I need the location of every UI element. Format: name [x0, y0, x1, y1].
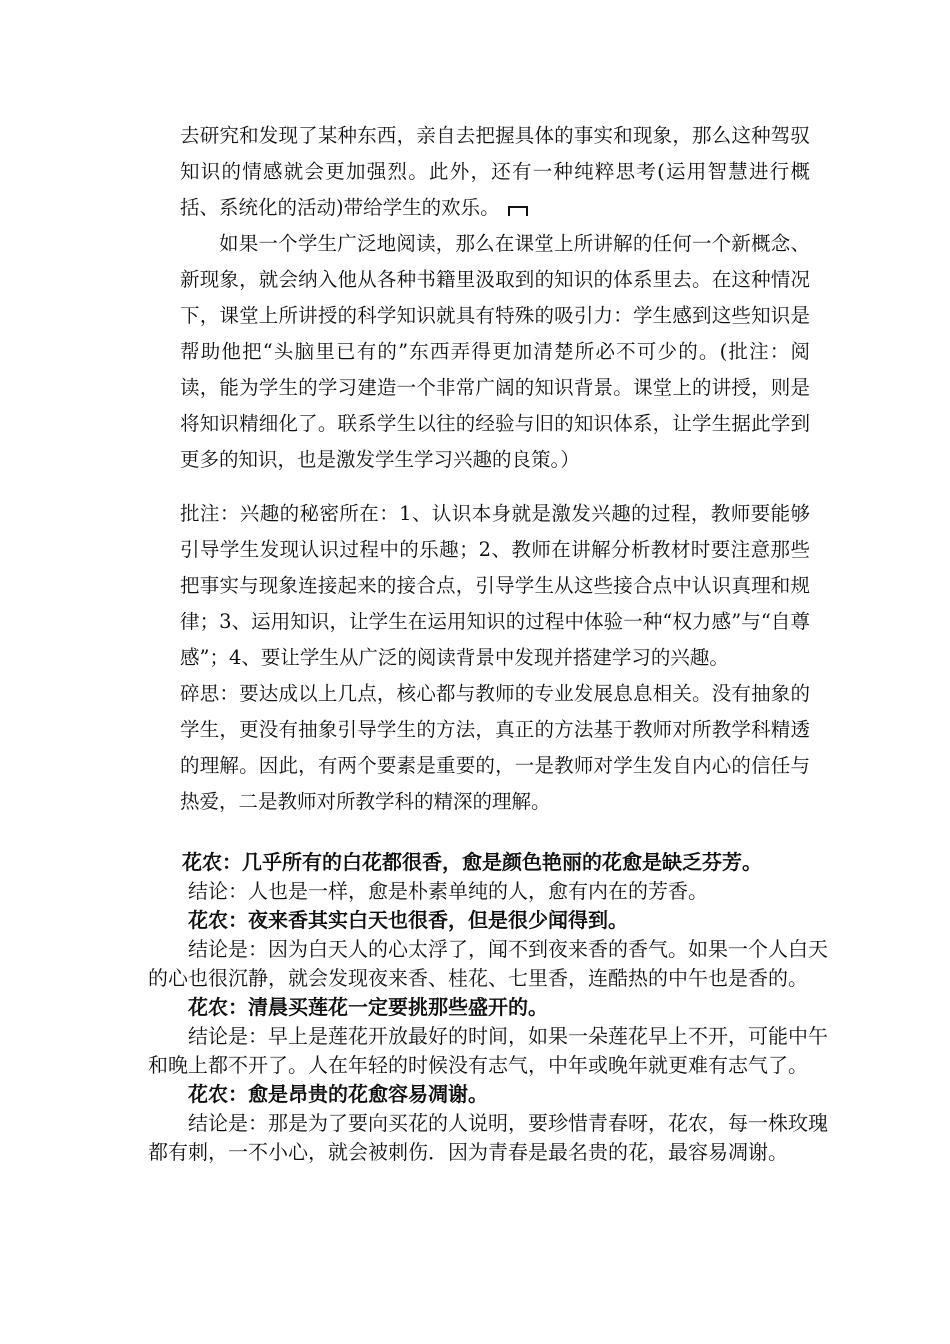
- flower-conclusion-1: 结论：人也是一样，愈是朴素单纯的人，愈有内在的芳香。: [188, 879, 708, 903]
- flower-quote-3: 花农：清晨买莲花一定要挑那些盛开的。: [188, 995, 548, 1019]
- flower-conclusion-2: 结论是：因为白天人的心太浮了，闻不到夜来香的香气。如果一个人白天的心也很沉静，就会发现夜来香、桂花、七里香，连酷热的中午也是香的。: [148, 937, 828, 990]
- paragraph-1-text: 去研究和发现了某种东西，亲自去把握具体的事实和现象，那么这种驾驭知识的情感就会更加强烈。此外，还有一种纯粹思考(运用智慧进行概括、系统化的活动)带给学生的欢乐。: [180, 124, 810, 219]
- flower-farmer-section: [148, 848, 828, 1167]
- reflection-paragraph: 碎思：要达成以上几点，核心都与教师的专业发展息息相关。没有抽象的学生，更没有抽象引导学生的方法，真正的方法基于教师对所教学科精透的理解。因此，有两个要素是重要的，一是教师对学生发自内心的信任与热爱，二是教师对所教学科的精深的理解。: [180, 682, 810, 813]
- paragraph-2: 如果一个学生广泛地阅读，那么在课堂上所讲解的任何一个新概念、新现象，就会纳入他从各种书籍里汲取到的知识的体系里去。在这种情况下，课堂上所讲授的科学知识就具有特殊的吸引力：学生感到这些知识是帮助他把“头脑里已有的”东西弄得更加清楚所必不可少的。(批注：阅读，能为学生的学习建造一个非常广阔的知识背景。课堂上的讲授，则是将知识精细化了。联系学生以往的经验与旧的知识体系，让学生据此学到更多的知识，也是激发学生学习兴趣的良策。）: [180, 232, 810, 471]
- annotation-paragraph: 批注：兴趣的秘密所在：1、认识本身就是激发兴趣的过程，教师要能够引导学生发现认识过程中的乐趣；2、教师在讲解分析教材时要注意那些把事实与现象连接起来的接合点，引导学生从这些接合点中认识真理和规律；3、运用知识，让学生在运用知识的过程中体验一种“权力感”与“自尊感”；4、要让学生从广泛的阅读背景中发现并搭建学习的兴趣。: [180, 502, 810, 669]
- flower-quote-2: 花农：夜来香其实白天也很香，但是很少闻得到。: [188, 908, 628, 932]
- edit-mark-icon: [508, 206, 528, 216]
- flower-conclusion-4: 结论是：那是为了要向买花的人说明，要珍惜青春呀，花农，每一株玫瑰都有刺，一不小心，就会被刺伤．因为青春是最名贵的花，最容易凋谢。: [148, 1111, 828, 1164]
- flower-quote-1: 花农：几乎所有的白花都很香，愈是颜色艳丽的花愈是缺乏芬芳。: [182, 850, 762, 874]
- flower-quote-4: 花农：愈是昂贵的花愈容易凋谢。: [188, 1082, 488, 1106]
- paragraph-1: [180, 118, 810, 226]
- flower-conclusion-3: 结论是：早上是莲花开放最好的时间，如果一朵莲花早上不开，可能中午和晚上都不开了。人在年轻的时候没有志气，中年或晚年就更难有志气了。: [148, 1024, 828, 1077]
